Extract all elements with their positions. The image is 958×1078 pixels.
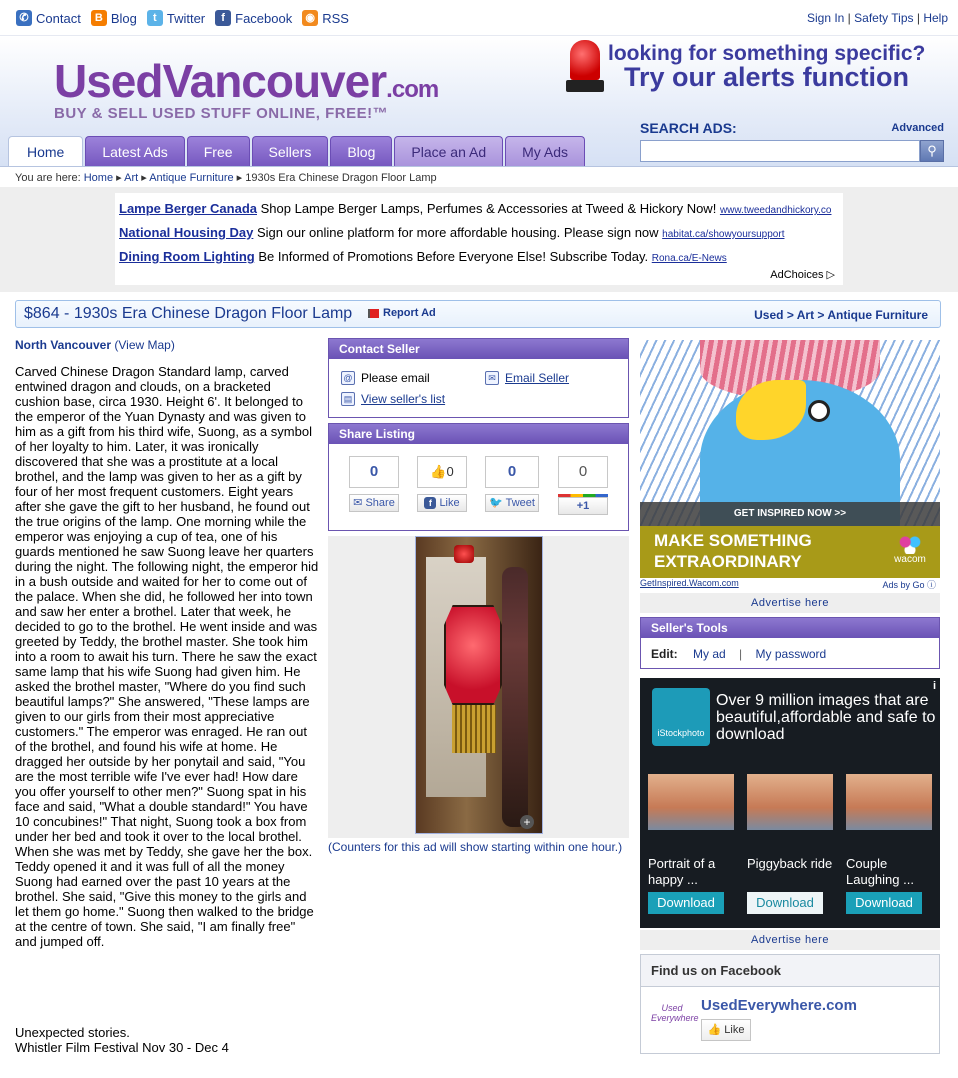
ad-text: Sign our online platform for more affordable housing. Please sign now <box>256 225 659 240</box>
report-ad-link[interactable] <box>368 307 436 319</box>
view-map-link[interactable]: View Map <box>118 338 171 352</box>
blog-link[interactable] <box>91 10 137 26</box>
get-inspired-link[interactable]: GET INSPIRED NOW >> <box>640 502 940 526</box>
zoom-in-icon[interactable]: + <box>520 815 534 829</box>
listing-title: $864 - 1930s Era Chinese Dragon Floor Lamp <box>24 305 353 322</box>
main-tabs <box>8 136 585 166</box>
siren-icon <box>566 40 604 94</box>
edit-label: Edit: <box>651 647 678 661</box>
plus-one-button[interactable]: +1 <box>558 497 608 515</box>
share-count: 0 <box>349 456 399 488</box>
help-link[interactable]: Help <box>923 11 948 25</box>
text-ad-band <box>0 187 958 292</box>
facebook-icon: f <box>215 10 231 26</box>
category-antique-furniture-link[interactable]: Antique Furniture <box>827 308 928 322</box>
ads-by-google[interactable] <box>882 578 936 590</box>
facebook-label: Facebook <box>235 10 293 26</box>
ad-text: Shop Lampe Berger Lamps, Perfumes & Accessories at Tweed & Hickory Now! <box>260 201 717 216</box>
text-ads <box>115 193 843 285</box>
search-button[interactable] <box>920 140 944 162</box>
text-ad[interactable] <box>119 245 839 269</box>
ads-by-label: Ads by Go <box>882 580 925 590</box>
extra-line: Whistler Film Festival Nov 30 - Dec 4 <box>15 1040 229 1055</box>
view-seller-list-link[interactable]: View seller's list <box>361 392 446 406</box>
tab-home[interactable]: Home <box>8 136 83 166</box>
chevron-right-icon: ▸ <box>141 172 147 184</box>
download-button[interactable]: Download <box>648 892 724 914</box>
info-icon: ⓘ <box>926 580 936 590</box>
tab-blog[interactable]: Blog <box>330 136 392 166</box>
category-separator: > <box>817 308 825 322</box>
istockphoto-logo <box>652 688 710 746</box>
breadcrumb-antique-furniture[interactable]: Antique Furniture <box>149 172 234 184</box>
contact-seller-header: Contact Seller <box>329 339 628 359</box>
twitter-icon: 🐦 <box>489 497 503 509</box>
promo-line2: Try our alerts function <box>624 62 910 92</box>
tweet-label: Tweet <box>505 497 535 509</box>
rss-link[interactable] <box>302 10 349 26</box>
safety-tips-link[interactable]: Safety Tips <box>854 11 914 25</box>
tab-free[interactable]: Free <box>187 136 250 166</box>
rss-icon: ◉ <box>302 10 318 26</box>
breadcrumb-art[interactable]: Art <box>124 172 139 184</box>
listing-extra <box>15 1025 229 1055</box>
contact-link[interactable] <box>16 10 81 26</box>
extra-line: Unexpected stories. <box>15 1025 130 1040</box>
site-header <box>0 36 958 170</box>
twitter-icon: t <box>147 10 163 26</box>
report-ad-label: Report Ad <box>383 307 436 319</box>
adchoices-label: AdChoices <box>770 269 824 281</box>
facebook-like-button[interactable] <box>417 494 467 512</box>
istock-logo-text: iStockphoto <box>657 728 705 738</box>
stock-photo-caption: Piggyback ride <box>747 856 833 871</box>
stock-photo-caption: Portrait of a happy ... <box>648 856 716 887</box>
blogger-icon: B <box>91 10 107 26</box>
contact-label: Contact <box>36 10 81 26</box>
search-icon: ⚲ <box>927 143 937 158</box>
ad-url[interactable]: Rona.ca/E-News <box>651 253 727 264</box>
advanced-search-link[interactable]: Advanced <box>891 122 944 134</box>
site-logo[interactable] <box>54 54 438 122</box>
breadcrumb-prefix: You are here: <box>15 172 81 184</box>
tools-separator: | <box>739 647 743 661</box>
rss-label: RSS <box>322 10 349 26</box>
plus-one-widget <box>558 456 608 515</box>
stock-photo-thumbnail <box>648 774 734 830</box>
tweet-widget <box>485 456 539 512</box>
envelope-icon: ✉ <box>353 497 363 509</box>
social-nav <box>16 10 349 26</box>
listing-category-path <box>754 308 928 322</box>
ad-title[interactable]: Dining Room Lighting <box>119 249 255 264</box>
stock-photo-caption: Couple Laughing ... <box>846 856 914 887</box>
stock-photo-tile[interactable] <box>648 774 734 914</box>
advertise-here-link[interactable]: Advertise here <box>640 930 940 950</box>
breadcrumb-current: 1930s Era Chinese Dragon Floor Lamp <box>245 172 437 184</box>
stock-photo-tile[interactable] <box>846 774 932 914</box>
facebook-icon: f <box>424 497 436 509</box>
share-listing-header: Share Listing <box>329 424 628 444</box>
like-label: Like <box>724 1024 745 1036</box>
ad-footer <box>640 578 940 590</box>
adchoices-link[interactable] <box>770 268 835 281</box>
share-label: Share <box>365 497 395 509</box>
slogan-line: MAKE SOMETHING <box>654 531 812 550</box>
logo-wordmark <box>54 54 438 108</box>
facebook-link[interactable] <box>215 10 292 26</box>
category-used-link[interactable]: Used <box>754 308 784 322</box>
listing-title-bar <box>15 300 941 328</box>
istockphoto-banner-ad[interactable] <box>640 678 940 928</box>
listing-description: Carved Chinese Dragon Standard lamp, carved entwined dragon and clouds, on a bracketed cushion base, circa 1930. Height 6'. It belonged to the emperor of the Yuan Dynasty and was given to him as a gift from his third wife, Suong, as a symbol of her loyalty to him. Later, it was ironically discovered that she was a prostitute at a local brothel, and the lamp was given to her as a gift by four of her most frequent customers. Eight years after she gave the gift to her husband, he found out the true origins of the lamp. One morning while the emperor was enjoying a cup of tea, one of his guards mentioned he saw Suong leave her quarters during the night. The following night, the emperor hid in a bush outside and waited for her to come out of the palace. When she did, he followed her into town and saw her enter a brothel. Later that week, he decided to go to the brothel. He went inside and was greeted by Teddy, the brothel master. She took him into a room to await his turn. There he saw the exact same lamp that his wife Suong had given him. He asked the brothel master, "Where do you find such beautiful lamps?" She answered, "These lamps are given to our girls from their most appreciative customers." The emperor was enraged. He ran out of the brothel, and found his wife at home. He dragged her outside by her ponytail and said, "You are the most terrible wife I've ever had! How dare you offer yourself to other men?" Suong spat in his face and said, "What a double standard!" You have 10 concubines!" That night, Suong took a box from under her bed and took it over to the local brothel. When she was met by Teddy, she gave her the box. Teddy opened it and it was full of all the money Suong had earned over the past 10 years at the brothel. She said, "Give this money to the girls and let them go home." Suong then walked to the bridge at the centre of town. She said, "I am finally free" and jumped off. <box>15 364 319 949</box>
tab-my-ads[interactable]: My Ads <box>505 136 585 166</box>
promo-line1: looking for something specific? <box>608 42 926 65</box>
tweet-count: 0 <box>485 456 539 488</box>
seller-list-row <box>341 392 445 406</box>
tab-sellers[interactable]: Sellers <box>252 136 329 166</box>
plus-one-count: 0 <box>558 456 608 488</box>
email-seller-link[interactable]: Email Seller <box>505 371 570 385</box>
text-ad[interactable] <box>119 221 839 245</box>
ad-url[interactable]: habitat.ca/showyoursupport <box>662 229 785 240</box>
ad-url[interactable]: www.tweedandhickory.co <box>719 205 832 216</box>
ad-title[interactable]: Lampe Berger Canada <box>119 201 257 216</box>
wacom-url-link[interactable]: GetInspired.Wacom.com <box>640 578 739 588</box>
email-seller-icon: @ <box>341 371 355 385</box>
logo-suffix-text: .com <box>386 76 439 103</box>
listing-location: North Vancouver (View Map) <box>15 338 175 352</box>
like-count-box <box>417 456 467 488</box>
wacom-banner-ad[interactable] <box>640 340 940 590</box>
info-icon[interactable]: i <box>932 680 936 692</box>
tab-latest-ads[interactable]: Latest Ads <box>85 136 184 166</box>
listing-image-panel <box>328 536 629 838</box>
edit-password-link[interactable]: My password <box>755 647 827 661</box>
advertise-here-link[interactable]: Advertise here <box>640 593 940 613</box>
istock-headline: Over 9 million images that are beautiful,affordable and safe to download <box>716 692 936 743</box>
facebook-likebox <box>640 954 940 1054</box>
contact-seller-panel <box>328 338 629 418</box>
breadcrumb <box>0 166 958 186</box>
download-button[interactable]: Download <box>846 892 922 914</box>
contact-icon: ✆ <box>16 10 32 26</box>
stock-photo-thumbnail <box>846 774 932 830</box>
like-label: Like <box>439 497 460 509</box>
twitter-label: Twitter <box>166 10 206 26</box>
search-ads <box>640 120 944 162</box>
please-email-row <box>341 371 430 385</box>
stock-photo-thumbnail <box>747 774 833 830</box>
thumbs-up-icon: 👍 <box>430 464 447 479</box>
alerts-promo[interactable] <box>566 40 926 96</box>
share-button[interactable] <box>349 494 399 512</box>
category-separator: > <box>786 308 794 322</box>
tweet-button[interactable] <box>485 494 539 512</box>
email-share-widget <box>349 456 399 512</box>
chevron-right-icon: ▸ <box>236 172 243 184</box>
sellers-tools-panel <box>640 617 940 669</box>
twitter-link[interactable] <box>147 10 205 26</box>
envelope-icon: ✉ <box>485 371 499 385</box>
search-label: SEARCH ADS: <box>640 120 737 136</box>
category-art-link[interactable]: Art <box>796 308 815 322</box>
cart-icon: ▤ <box>341 392 355 406</box>
facebook-likebox-header: Find us on Facebook <box>641 955 939 987</box>
edit-my-ad-link[interactable]: My ad <box>693 647 726 661</box>
sign-in-link[interactable]: Sign In <box>806 11 845 25</box>
ad-text: Be Informed of Promotions Before Everyone Else! Subscribe Today. <box>258 249 649 264</box>
please-email-text: Please email <box>361 371 430 385</box>
tab-place-an-ad[interactable]: Place an Ad <box>394 136 503 166</box>
text-ad[interactable] <box>119 197 839 221</box>
search-input[interactable] <box>640 140 920 162</box>
facebook-like-widget <box>417 456 467 512</box>
stock-photo-tile[interactable] <box>747 774 833 914</box>
flag-icon <box>368 309 379 318</box>
account-links: Sign In | Safety Tips | Help <box>806 11 948 25</box>
listing-photo[interactable] <box>415 536 543 834</box>
chevron-right-icon: ▸ <box>116 172 122 184</box>
logo-main-text: UsedVancouver <box>54 55 387 107</box>
download-button[interactable]: Download <box>747 892 823 914</box>
blog-label: Blog <box>110 10 137 26</box>
share-listing-panel <box>328 423 629 531</box>
top-utility-bar <box>0 0 958 36</box>
like-count: 0 <box>446 464 454 479</box>
sellers-tools-header: Seller's Tools <box>641 618 939 638</box>
usedeverywhere-logo[interactable]: Used Everywhere <box>651 1003 699 1023</box>
slogan-line: EXTRAORDINARY <box>654 552 802 571</box>
breadcrumb-home[interactable]: Home <box>83 172 114 184</box>
ad-title[interactable]: National Housing Day <box>119 225 254 240</box>
adchoices-icon: ▷ <box>826 269 835 281</box>
email-seller-row <box>485 371 569 385</box>
thumbs-up-icon: 👍 <box>707 1024 722 1036</box>
facebook-like-button[interactable] <box>701 1019 751 1041</box>
counters-note: (Counters for this ad will show starting within one hour.) <box>328 840 623 854</box>
wacom-brand-text: wacom <box>894 554 926 565</box>
usedeverywhere-link[interactable]: UsedEverywhere.com <box>701 997 857 1014</box>
location-name: North Vancouver <box>15 338 112 352</box>
logo-tagline: BUY & SELL USED STUFF ONLINE, FREE!™ <box>54 105 389 122</box>
wacom-logo <box>892 534 928 574</box>
